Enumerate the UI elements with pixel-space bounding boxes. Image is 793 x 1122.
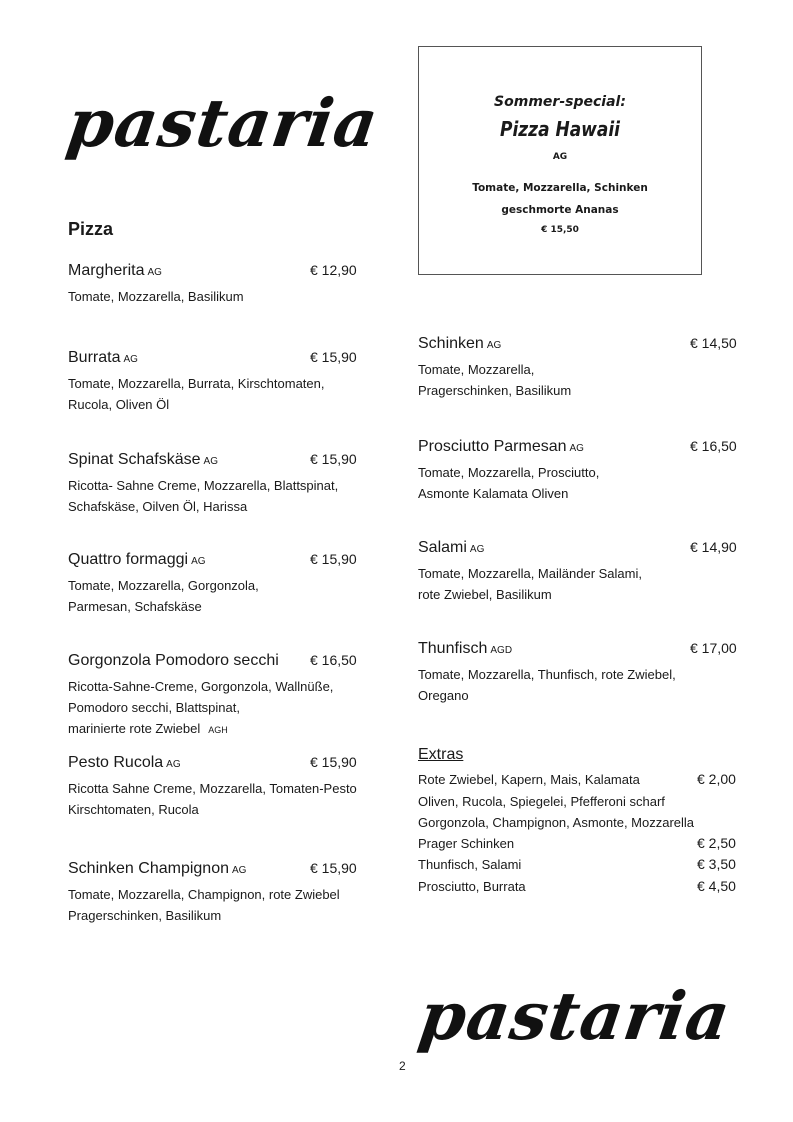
extras-title: Extras — [418, 746, 464, 763]
special-name: Pizza Hawaii — [499, 117, 620, 141]
special-ingredients-1: Tomate, Mozzarella, Schinken — [472, 182, 648, 194]
special-ingredients-2: geschmorte Ananas — [501, 204, 619, 216]
menu-item-description — [68, 676, 333, 741]
description-line: Tomate, Mozzarella, Thunfisch, rote Zwiebel, — [418, 667, 676, 682]
extras-price: € 2,00 — [697, 771, 736, 787]
menu-item-name: Quattro formaggi AG — [68, 551, 206, 568]
special-allergens: AG — [552, 152, 568, 162]
menu-item-allergen: AG — [123, 354, 138, 365]
menu-item-name: Schinken AG — [418, 335, 502, 352]
description-line: Kirschtomaten, Rucola — [68, 802, 199, 817]
menu-item-allergen: AG — [203, 456, 218, 467]
menu-item-name: Spinat Schafskäse AG — [68, 451, 218, 468]
pastaria-logo-bottom: pastaria — [414, 977, 736, 1055]
menu-item-name: Pesto Rucola AG — [68, 754, 181, 771]
extras-row: Prosciutto, Burrata — [418, 879, 526, 894]
menu-item-allergen: AG — [166, 759, 181, 770]
menu-item-name: Schinken Champignon AG — [68, 860, 247, 877]
menu-item-description — [68, 884, 340, 926]
menu-item-description — [418, 359, 571, 401]
special-price: € 15,50 — [541, 225, 579, 235]
menu-item-price: € 16,50 — [310, 652, 357, 668]
summer-special-box — [418, 46, 702, 275]
extras-price: € 2,50 — [697, 835, 736, 851]
menu-item-price: € 15,90 — [310, 860, 357, 876]
description-line: Ricotta Sahne Creme, Mozzarella, Tomaten-Pesto — [68, 781, 357, 796]
menu-item-price: € 15,90 — [310, 754, 357, 770]
description-line: Tomate, Mozzarella, Basilikum — [68, 289, 244, 304]
pastaria-logo-top: pastaria — [62, 84, 384, 162]
menu-item-allergen: AG — [469, 544, 485, 555]
description-line: Tomate, Mozzarella, — [418, 362, 535, 377]
menu-item-price: € 16,50 — [690, 438, 737, 454]
menu-item-allergen: AG — [232, 865, 247, 876]
description-line: Rucola, Oliven Öl — [68, 397, 170, 412]
menu-item-price: € 15,90 — [310, 451, 357, 467]
menu-item-price: € 14,50 — [690, 335, 737, 351]
menu-item-price: € 15,90 — [310, 551, 357, 567]
description-line: Pragerschinken, Basilikum — [68, 908, 222, 923]
extras-row: Rote Zwiebel, Kapern, Mais, Kalamata — [418, 772, 640, 787]
menu-item-allergen: AG — [569, 443, 584, 454]
description-line: Ricotta-Sahne-Creme, Gorgonzola, Wallnüße, — [68, 679, 334, 694]
section-title-pizza: Pizza — [68, 219, 114, 239]
description-line: Pragerschinken, Basilikum — [418, 383, 572, 398]
menu-item-price: € 15,90 — [310, 349, 357, 365]
menu-item-description — [68, 286, 244, 307]
description-line: Ricotta- Sahne Creme, Mozzarella, Blattspinat, — [68, 478, 339, 493]
menu-item-description — [418, 664, 676, 706]
menu-item-name: Salami AG — [418, 539, 485, 556]
extras-price: € 3,50 — [697, 856, 736, 872]
menu-item-description — [68, 475, 338, 517]
menu-item-name: Margherita AG — [68, 262, 162, 279]
description-line: Pomodoro secchi, Blattspinat, — [68, 700, 240, 715]
extras-row: Gorgonzola, Champignon, Asmonte, Mozzarella — [418, 815, 695, 830]
menu-item-name: Burrata AG — [68, 349, 138, 366]
description-line: Schafskäse, Oilven Öl, Harissa — [68, 499, 248, 514]
extras-row: Oliven, Rucola, Spiegelei, Pfefferoni scharf — [418, 794, 665, 809]
menu-item-description — [68, 373, 325, 415]
description-line: Tomate, Mozzarella, Burrata, Kirschtomaten, — [68, 376, 325, 391]
special-title: Sommer-special: — [494, 94, 626, 110]
description-line: Tomate, Mozzarella, Mailänder Salami, — [418, 566, 642, 581]
menu-item-description — [68, 778, 357, 820]
description-line: Asmonte Kalamata Oliven — [418, 486, 569, 501]
menu-item-name: Gorgonzola Pomodoro secchi — [68, 652, 279, 669]
description-line: Tomate, Mozzarella, Gorgonzola, — [68, 578, 259, 593]
menu-item-price: € 12,90 — [310, 262, 357, 278]
extras-price: € 4,50 — [697, 878, 736, 894]
description-line: Tomate, Mozzarella, Champignon, rote Zwiebel — [68, 887, 340, 902]
description-line: rote Zwiebel, Basilikum — [418, 587, 552, 602]
menu-item-allergen: AGD — [490, 645, 513, 656]
description-line: Parmesan, Schafskäse — [68, 599, 202, 614]
description-line: Tomate, Mozzarella, Prosciutto, — [418, 465, 600, 480]
menu-item-allergen: AG — [147, 267, 162, 278]
description-allergen: AGH — [208, 725, 228, 735]
menu-item-description — [418, 563, 642, 605]
menu-item-allergen: AG — [191, 556, 206, 567]
menu-item-price: € 14,90 — [690, 539, 737, 555]
menu-item-description — [418, 462, 599, 504]
menu-item-allergen: AG — [486, 340, 502, 351]
description-line: Oregano — [418, 688, 469, 703]
extras-row: Prager Schinken — [418, 836, 515, 851]
menu-item-price: € 17,00 — [690, 640, 737, 656]
extras-row: Thunfisch, Salami — [418, 857, 522, 872]
menu-item-description — [68, 575, 259, 617]
description-line: marinierte rote Zwiebel AGH — [68, 721, 228, 736]
menu-item-name: Thunfisch AGD — [418, 640, 513, 657]
page-number: 2 — [399, 1059, 406, 1073]
menu-item-name: Prosciutto Parmesan AG — [418, 438, 584, 455]
